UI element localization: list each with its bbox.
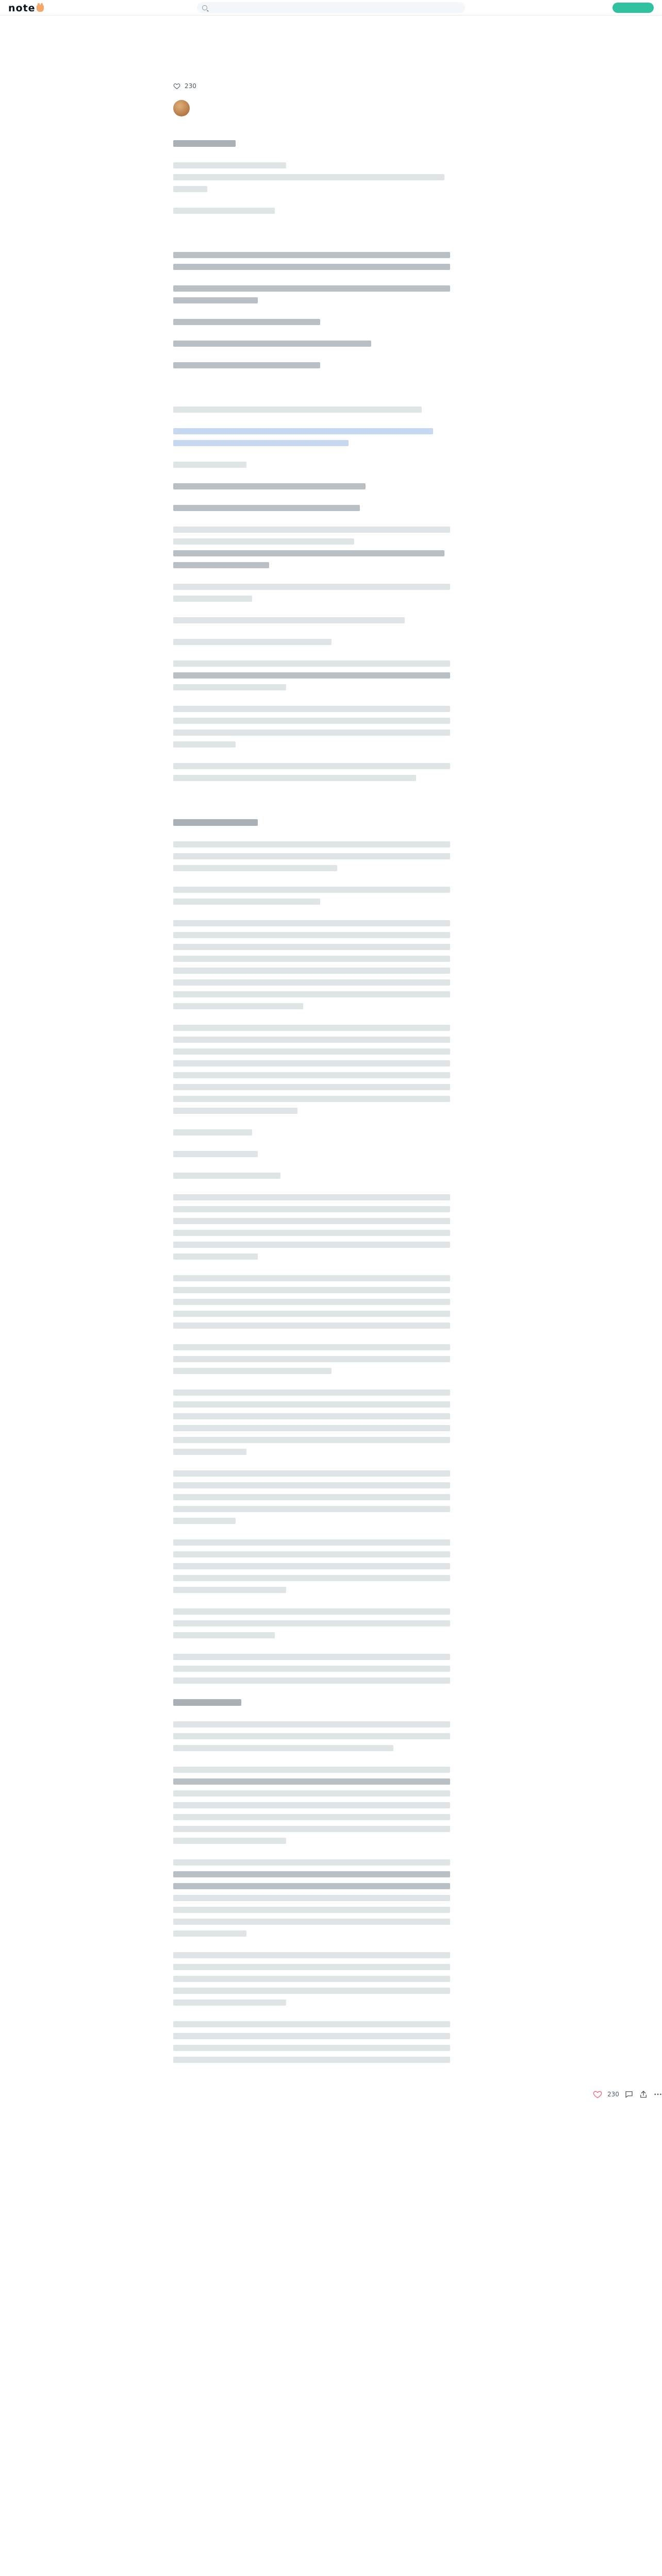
paragraph xyxy=(173,1344,456,1374)
paragraph xyxy=(173,639,456,645)
like-summary xyxy=(173,82,456,90)
paragraph xyxy=(173,362,456,368)
paragraph xyxy=(173,319,456,325)
paragraph xyxy=(173,1025,456,1114)
paragraph xyxy=(173,140,456,147)
paragraph xyxy=(173,1952,456,2006)
paragraph xyxy=(173,584,456,602)
floating-like-count: 230 xyxy=(607,2091,619,2098)
paragraph xyxy=(173,285,456,303)
site-header xyxy=(0,0,662,15)
paragraph xyxy=(173,208,456,214)
signup-button[interactable] xyxy=(613,3,654,13)
paragraph xyxy=(173,617,456,623)
paragraph xyxy=(173,462,456,468)
note-logo[interactable]: note xyxy=(8,3,44,14)
section-heading xyxy=(173,819,456,826)
paragraph xyxy=(173,505,456,511)
like-heart-icon[interactable] xyxy=(593,2090,602,2099)
comment-icon[interactable] xyxy=(624,2090,634,2099)
paragraph xyxy=(173,1859,456,1937)
avatar[interactable] xyxy=(173,100,190,116)
paragraph xyxy=(173,763,456,781)
paragraph xyxy=(173,1173,456,1179)
paragraph xyxy=(173,1389,456,1455)
paragraph xyxy=(173,660,456,690)
article-body xyxy=(173,140,456,2063)
paragraph xyxy=(173,1721,456,1751)
heart-icon[interactable] xyxy=(173,82,180,90)
floating-action-bar xyxy=(593,2090,662,2099)
paragraph xyxy=(173,162,456,192)
paragraph xyxy=(173,1767,456,1844)
separator xyxy=(173,384,456,391)
author-block[interactable] xyxy=(173,100,456,116)
paragraph xyxy=(173,1470,456,1524)
paragraph xyxy=(173,1539,456,1593)
separator xyxy=(173,229,456,236)
share-icon[interactable] xyxy=(639,2090,648,2099)
paragraph xyxy=(173,706,456,748)
paragraph xyxy=(173,483,456,489)
more-icon[interactable] xyxy=(653,2090,662,2099)
like-count: 230 xyxy=(185,82,196,90)
paragraph xyxy=(173,1151,456,1157)
paragraph xyxy=(173,406,456,413)
paragraph xyxy=(173,1129,456,1136)
paragraph xyxy=(173,527,456,568)
paragraph xyxy=(173,252,456,270)
section-heading xyxy=(173,1699,456,1706)
separator xyxy=(173,796,456,804)
paragraph xyxy=(173,887,456,905)
search-icon xyxy=(202,5,207,10)
paragraph xyxy=(173,920,456,1009)
link-paragraph[interactable] xyxy=(173,428,456,446)
search-bar[interactable] xyxy=(197,2,465,13)
paragraph xyxy=(173,1654,456,1684)
paragraph xyxy=(173,2021,456,2063)
paragraph xyxy=(173,1194,456,1260)
paragraph xyxy=(173,341,456,347)
article xyxy=(173,71,456,2078)
paragraph xyxy=(173,1275,456,1329)
paragraph xyxy=(173,841,456,871)
mascot-icon xyxy=(37,5,44,12)
paragraph xyxy=(173,1608,456,1638)
